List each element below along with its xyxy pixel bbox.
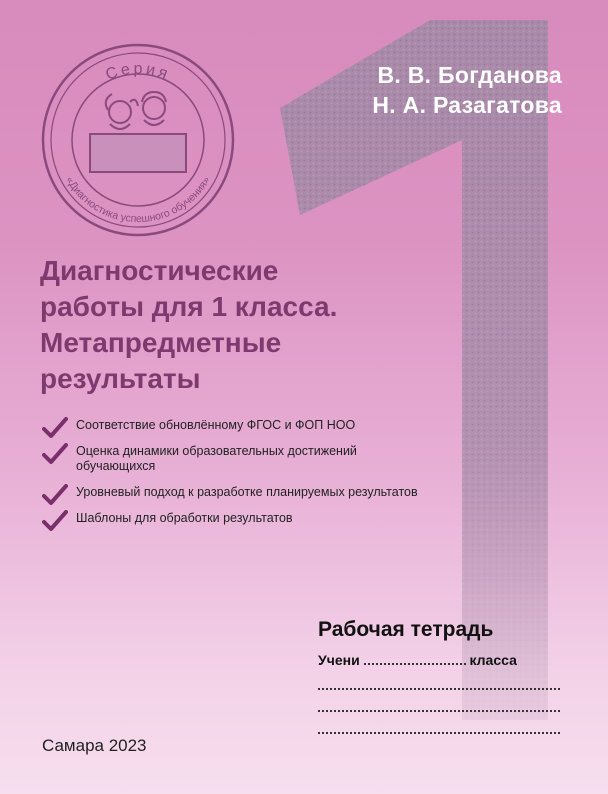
authors-block [372, 60, 562, 120]
title-line: Диагностические [40, 255, 279, 286]
author-name: В. В. Богданова [377, 62, 562, 88]
svg-text:«Диагностика успешного обучени [63, 174, 212, 225]
feature-item [42, 511, 432, 526]
workbook-block [318, 618, 568, 734]
name-fill-line[interactable] [318, 698, 560, 712]
checkmark-icon [42, 510, 68, 532]
name-fill-line[interactable] [318, 720, 560, 734]
feature-list [42, 418, 432, 537]
city-year: Самара 2023 [42, 736, 147, 755]
name-fill-line[interactable] [318, 676, 560, 690]
feature-text: Уровневый подход к разработке планируемых результатов [76, 485, 418, 499]
series-seal-logo [38, 40, 238, 240]
pupil-prefix: Учени [318, 652, 360, 668]
pupil-line [318, 652, 568, 668]
title-line: Метапредметные [40, 327, 282, 358]
book-title [40, 253, 460, 397]
title-line: работы для 1 класса. [40, 291, 338, 322]
pupil-suffix: класса [469, 652, 517, 668]
workbook-title: Рабочая тетрадь [318, 618, 494, 641]
svg-text:Серия [103, 61, 172, 84]
feature-text: Соответствие обновлённому ФГОС и ФОП НОО [76, 418, 356, 432]
feature-item [42, 444, 432, 474]
checkmark-icon [42, 443, 68, 465]
feature-item [42, 418, 432, 433]
title-line: результаты [40, 363, 201, 394]
seal-arc-text: «Диагностика успешного обучения» [63, 174, 213, 226]
checkmark-icon [42, 417, 68, 439]
feature-item [42, 485, 432, 500]
feature-text: Шаблоны для обработки результатов [76, 511, 293, 525]
seal-series-text: Серия [103, 60, 173, 84]
feature-text: Оценка динамики образовательных достижений обучающихся [76, 444, 357, 473]
author-name: Н. А. Разагатова [372, 92, 562, 118]
checkmark-icon [42, 484, 68, 506]
grade-fill-blank[interactable] [364, 653, 466, 665]
